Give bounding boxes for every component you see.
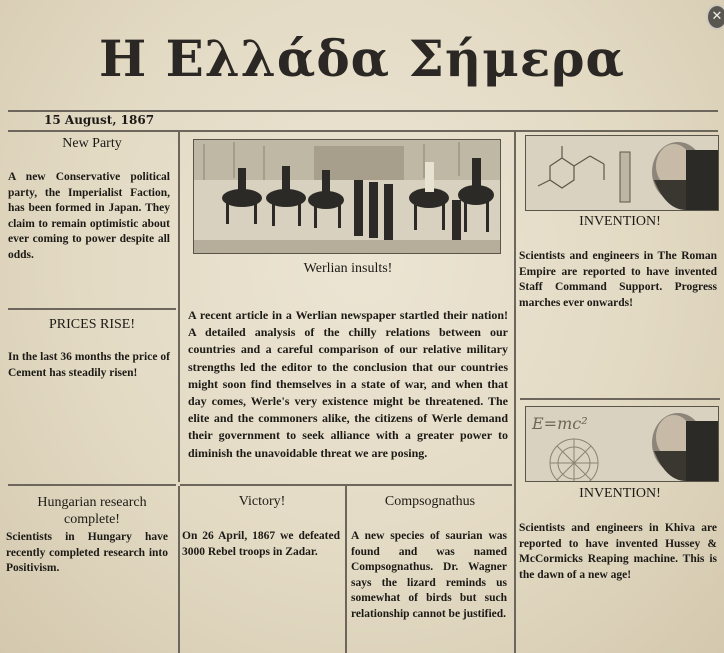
issue-date: 15 August, 1867	[44, 113, 155, 127]
scientist-portrait	[525, 406, 719, 482]
scientist-portrait	[525, 135, 719, 211]
divider	[8, 110, 718, 112]
close-button[interactable]	[706, 4, 724, 30]
divider	[514, 132, 516, 653]
divider	[178, 132, 180, 482]
newspaper-title: Η Ελλάδα Σήμερα	[98, 29, 625, 88]
article-title: INVENTION!	[579, 214, 661, 229]
article-title: Werlian insults!	[303, 261, 393, 276]
divider	[345, 486, 347, 653]
article-title: INVENTION!	[579, 486, 661, 501]
close-icon: ✕	[711, 9, 723, 24]
article-title: New Party	[62, 136, 122, 151]
divider	[8, 308, 176, 310]
divider	[520, 398, 720, 400]
article-body: On 26 April, 1867 we defeated 3000 Rebel troops in Zadar.	[182, 530, 340, 558]
article-body: In the last 36 months the price of Cement has steadily risen!	[8, 351, 170, 379]
article-title: Victory!	[238, 494, 286, 509]
formula-text: E=mc²	[532, 414, 588, 433]
article-body: Scientists in Hungary have recently completed research into Positivism.	[6, 531, 168, 574]
cavalry-illustration	[193, 139, 501, 254]
article-body: A new species of saurian was found and was named Compsognathus. Dr. Wagner says the lizard reminds us somewhat of birds but such relationship cannot be justified.	[351, 530, 507, 620]
divider	[178, 486, 180, 653]
divider	[8, 130, 718, 132]
article-title: Compsognathus	[384, 494, 476, 509]
article-title: Hungarian research complete!	[37, 495, 147, 527]
article-body: Scientists and engineers in The Roman Empire are reported to have invented Staff Command Support. Progress marches ever onwards!	[519, 250, 717, 309]
article-body: Scientists and engineers in Khiva are reported to have invented Hussey & McCormicks Reaping machine. This is the dawn of a new age!	[519, 522, 717, 581]
article-title: PRICES RISE!	[49, 317, 135, 332]
article-body: A new Conservative political party, the Imperialist Faction, has been formed in Japan. They claim to remain optimistic about ever coming to power despite all odds.	[8, 171, 170, 261]
divider	[8, 484, 176, 486]
article-body: A recent article in a Werlian newspaper startled their nation! A detailed analysis of the chilly relations between our countries and a careful comparison of our relative military strengths led the editor to the conclusion that our countries might soon find themselves in a state of war, and when that day comes, Werle's very existence might be threatened. The elite and the commoners alike, the citizens of Werle demand their government to seek alliance with a greater power to diminish the unavoidable threat we are posing.	[188, 308, 508, 460]
